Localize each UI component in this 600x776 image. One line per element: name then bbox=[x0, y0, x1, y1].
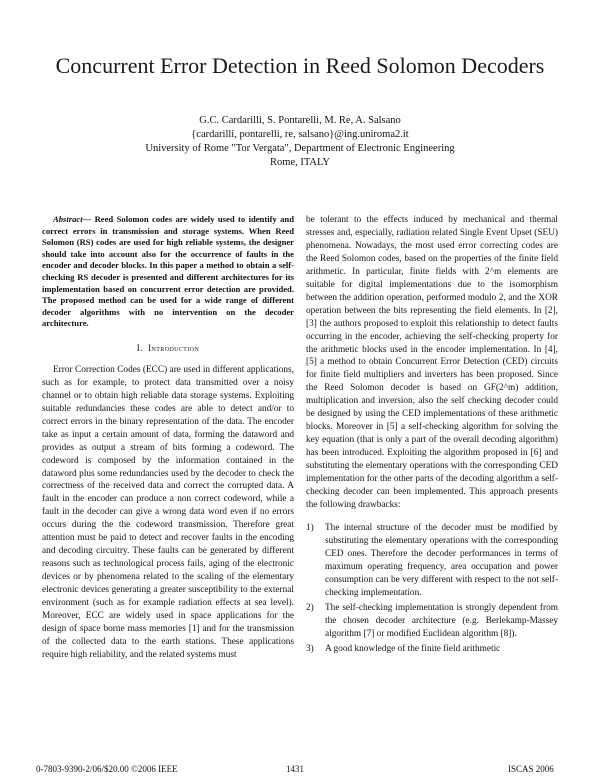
list-item bbox=[306, 602, 558, 641]
abstract-text: Reed Solomon codes are widely used to identify and correct errors in transmission and storage systems. When Reed Solomon (RS) codes are used for high reliable systems, the designer should take into account also for the occurrence of faults in the encoder and decoder blocks. In this paper a method to obtain a self-checking RS decoder is presented and different architectures for its implementation based on concurrent error detection are provided. The proposed method can be used for a wide range of different decoder algorithms with no intervention on the decoder architecture. bbox=[42, 214, 294, 329]
list-item-text: The internal structure of the decoder must be modified by substituting the elementary operations with the corresponding CED ones. Therefore the decoder performances in terms of maximum operating frequency, area occupation and power consumption can be very different with respect to the not self-checking implementation. bbox=[325, 522, 558, 598]
footer-conference: ISCAS 2006 bbox=[508, 764, 554, 774]
list-item-text: The self-checking implementation is strongly dependent from the chosen decoder architecture (e.g. Berlekamp-Massey algorithm [7] or modified Euclidean algorithm [8]). bbox=[325, 602, 558, 639]
section-heading-introduction bbox=[42, 342, 294, 355]
list-item-text: A good knowledge of the finite field arithmetic bbox=[325, 643, 501, 654]
drawbacks-list bbox=[306, 522, 558, 656]
list-item-number: 1) bbox=[306, 522, 314, 533]
author-location: Rome, ITALY bbox=[270, 157, 330, 168]
abstract-label: Abstract— bbox=[53, 214, 92, 224]
author-affiliation: University of Rome "Tor Vergata", Department of Electronic Engineering bbox=[145, 143, 455, 154]
author-block bbox=[40, 114, 560, 170]
footer-issn: 0-7803-9390-2/06/$20.00 ©2006 IEEE bbox=[36, 764, 178, 774]
intro-paragraph-1: Error Correction Codes (ECC) are used in different applications, such as for example, to protect data transmitted over a noisy channel or to obtain high reliable data storage systems. Exploiting suitable redundancies these codes are able to detect and/or to correct errors in the binary representation of the data. The encoder take as input a certain amount of data, forming the dataword and provides as output a stream of bits forming a codeword. The codeword is composed by the information contained in the dataword plus some redundancies used by the decoder to check the correctness of the received data and correct the corrupted data. A fault in the encoder can produce a non correct codeword, while a fault in the decoder can give a wrong data word even if no errors occurs during the the codeword transmission. Therefore great attention must be paid to detect and recover faults in the encoding and decoding circuitry. These faults can be generated by different reasons such as technological process fails, aging of the electronic devices or by phenomena related to the scaling of the elementary electronic devices generating a greater susceptibility to the external environment (such as for example radiation effects at sea level). Moreover, ECC are widely used in space applications for the design of space borne mass memories [1] and for the transmission of the collected data to the earth stations. These applications require high reliability, and the related systems must bbox=[42, 364, 294, 660]
section-title: Introduction bbox=[148, 342, 200, 353]
right-column bbox=[306, 214, 558, 657]
abstract bbox=[42, 214, 294, 330]
paper-title: Concurrent Error Detection in Reed Solomon Decoders bbox=[55, 53, 545, 78]
section-number: I. bbox=[136, 342, 143, 353]
list-item-number: 3) bbox=[306, 643, 314, 654]
footer-page-number: 1431 bbox=[286, 764, 304, 774]
list-item-number: 2) bbox=[306, 602, 314, 613]
list-item bbox=[306, 643, 558, 656]
left-column bbox=[42, 214, 294, 662]
intro-paragraph-1-continued: be tolerant to the effects induced by mechanical and thermal stresses and, especially, radiation related Single Event Upset (SEU) phenomena. Nowadays, the most used error correcting codes are the Reed Solomon codes, based on the properties of the finite field arithmetic. In particular, finite fields with 2^m elements are suitable for digital implementations due to the isomorphism between the addition operation, performed modulo 2, and the XOR operation between the bits representing the field elements. In [2], [3] the authors proposed to exploit this relationship to detect faults occurring in the encoder, achieving the self-checking property for the arithmetic blocks used in the encoder implementation. In [4], [5] a method to obtain Concurrent Error Detection (CED) circuits for finite field multipliers and inverters has been proposed. Since the Reed Solomon decoder is based on GF(2^m) addition, multiplication and inversion, also the self checking decoder could be designed by using the CED implementations of these arithmetic blocks. Moreover in [5] a self-checking algorithm for solving the key equation (that is only a part of the overall decoding algorithm) has been introduced. Exploiting the algorithm proposed in [6] and substituting the elementary operations with the corresponding CED implementation for the other parts of the decoding algorithm a self-checking decoder can been implemented. This approach presents the following drawbacks: bbox=[306, 215, 558, 510]
list-item bbox=[306, 522, 558, 600]
author-emails: {cardarilli, pontarelli, re, salsano}@ing.uniroma2.it bbox=[191, 129, 409, 140]
author-names: G.C. Cardarilli, S. Pontarelli, M. Re, A. Salsano bbox=[199, 115, 401, 126]
